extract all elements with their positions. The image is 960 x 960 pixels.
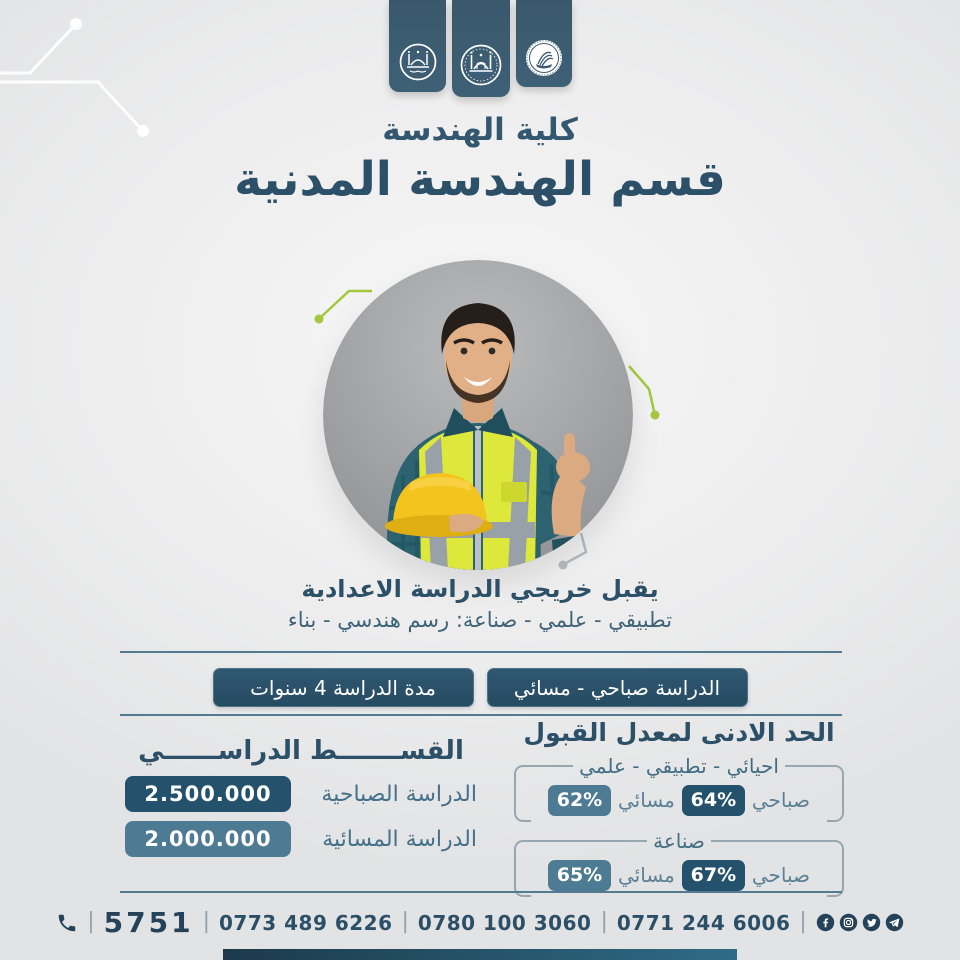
facebook-icon[interactable]: [816, 913, 835, 932]
divider-top: [120, 651, 842, 653]
admission-title: الحد الادنى لمعدل القبول: [523, 718, 835, 747]
circuit-node: [70, 18, 82, 30]
pill-study-duration: مدة الدراسة 4 سنوات: [213, 668, 474, 707]
engineer-photo: [323, 260, 633, 570]
pill-row: [0, 668, 960, 707]
intro-line2: تطبيقي - علمي - صناعة: رسم هندسي - بناء: [287, 608, 673, 632]
tuition-title: القســـــــط الدراســــــي: [138, 736, 464, 766]
pill-study-shifts: الدراسة صباحي - مسائي: [487, 668, 748, 707]
twitter-icon[interactable]: [862, 913, 881, 932]
divider-bottom: [120, 891, 842, 893]
group-values-row: [530, 859, 828, 891]
bottom-accent-bar: [223, 949, 737, 960]
label-line: [530, 765, 573, 767]
intro-line1: يقبل خريجي الدراسة الاعدادية: [301, 575, 659, 603]
separator: |: [202, 909, 210, 934]
evening-label: مسائي: [617, 863, 675, 887]
phone-number[interactable]: 0771 244 6006: [616, 910, 791, 935]
label-line: [711, 840, 828, 842]
phone-icon: [56, 912, 78, 934]
evening-rate-badge: 62%: [548, 785, 611, 816]
instagram-icon[interactable]: [839, 913, 858, 932]
tuition-row-evening: [125, 821, 477, 857]
tuition-row-morning: [125, 776, 477, 812]
separator: |: [87, 909, 95, 934]
tuition-amount-badge: 2.000.000: [125, 821, 291, 857]
morning-label: صباحي: [751, 788, 811, 812]
footer-contact: [0, 906, 960, 939]
morning-rate-badge: 64%: [682, 785, 745, 816]
green-node: [651, 411, 660, 420]
banner-ministry: [516, 0, 572, 87]
gray-node: [559, 561, 568, 570]
banner-shrine-1: [389, 0, 446, 92]
admission-group-science: [514, 754, 844, 822]
separator: |: [799, 909, 807, 934]
separator: |: [600, 909, 608, 934]
label-line: [785, 765, 828, 767]
intro: [0, 575, 960, 632]
page-title: قسم الهندسة المدنية: [234, 152, 726, 207]
short-phone-number[interactable]: 5751: [103, 906, 194, 939]
separator: |: [401, 909, 409, 934]
group-label-row: [530, 754, 828, 778]
header: [0, 112, 960, 206]
group-values-row: [530, 784, 828, 816]
tuition-amount-badge: 2.500.000: [125, 776, 291, 812]
group-label: صناعة: [653, 829, 705, 853]
engineer-illustration: [323, 260, 633, 570]
tuition-label: الدراسة المسائية: [322, 826, 477, 852]
phone-number[interactable]: 0780 100 3060: [417, 910, 592, 935]
green-node: [315, 315, 324, 324]
evening-rate-badge: 65%: [548, 860, 611, 891]
admission-section: [514, 718, 844, 904]
group-label-row: [530, 829, 828, 853]
shrine-emblem-1-icon: [398, 40, 438, 84]
admission-group-industry: [514, 829, 844, 897]
morning-label: صباحي: [751, 863, 811, 887]
phone-number[interactable]: 0773 489 6226: [218, 910, 393, 935]
ministry-seal-icon: [524, 37, 564, 79]
morning-rate-badge: 67%: [682, 860, 745, 891]
college-title: كلية الهندسة: [382, 112, 578, 148]
group-label: احيائي - تطبيقي - علمي: [579, 754, 779, 778]
banner-shrine-2: [452, 0, 510, 97]
evening-label: مسائي: [617, 788, 675, 812]
telegram-icon[interactable]: [885, 913, 904, 932]
label-line: [530, 840, 647, 842]
shrine-emblem-2-icon: [459, 41, 503, 89]
tuition-section: [125, 736, 477, 866]
tuition-label: الدراسة الصباحية: [321, 781, 477, 807]
divider-middle: [120, 714, 842, 716]
social-icons: [816, 913, 904, 932]
